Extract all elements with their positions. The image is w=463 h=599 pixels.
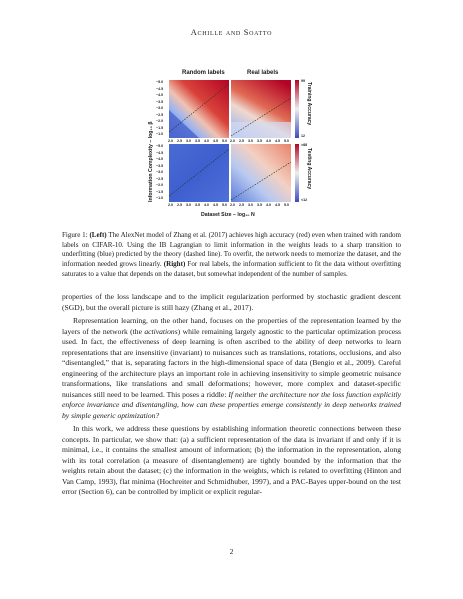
paragraph-2 — [62, 316, 401, 421]
y-tick-label: −4.5 — [156, 150, 164, 155]
x-tick-label: 3.0 — [248, 139, 253, 143]
x-tick-label: 4.5 — [275, 139, 280, 143]
x-axis-label: Dataset Size – log₁₀ N — [201, 212, 255, 218]
panel-random-test — [169, 144, 229, 202]
caption-figure-label: Figure 1: — [62, 231, 88, 239]
figure-1 — [129, 62, 341, 224]
x-tick-label: 4.5 — [213, 203, 218, 207]
x-tick-label: 2.5 — [239, 139, 244, 143]
caption-right-text: For real labels, the information sufficient to fit the data without overfitting saturates to a value that depends on the dataset, but somewhat independent of the number of samples. — [62, 260, 402, 278]
x-tick-label: 2.5 — [177, 139, 182, 143]
x-tick-label: 3.0 — [186, 139, 191, 143]
paragraph-2-emph-activations: activations — [144, 326, 178, 336]
x-tick-label: 2.0 — [168, 139, 173, 143]
x-tick-label: 5.0 — [222, 139, 227, 143]
y-tick-label: −3.5 — [156, 163, 164, 168]
colorbar-top-label: Training Accuracy — [306, 82, 312, 126]
paragraph-3: In this work, we address these questions by establishing information theoretic connections between these concepts. In particular, we show that: (a) a sufficient representation of the data is invariant if and only if it is minimal, i.e., it contains the smallest amount of information; (b) the information in the representation, along with its total correlation (a measure of disentanglement) are tightly bounded by the information that the weights retain about the dataset; (c) the information in the weights, which is related to overfitting (Hinton and Van Camp, 1993), flat minima (Hochreiter and Schmidhuber, 1997), and a PAC-Bayes upper-bound on the test error (Section 6), can be controlled by implicit or explicit regular- — [62, 424, 401, 496]
x-tick-label: 2.0 — [230, 139, 235, 143]
x-tick-label: 4.0 — [266, 203, 271, 207]
x-tick-label: 4.5 — [275, 203, 280, 207]
x-tick-label: 3.5 — [195, 139, 200, 143]
y-axis-label: Information Complexity – log₁₀ β — [148, 121, 154, 202]
x-tick-label: 3.0 — [248, 203, 253, 207]
x-tick-label: 4.0 — [204, 139, 209, 143]
colorbar-bottom-label: Testing Accuracy — [306, 148, 312, 190]
y-tick-label: −1.5 — [156, 125, 164, 130]
y-tick-label: −2.5 — [156, 176, 164, 181]
y-tick-label: −1.0 — [156, 132, 164, 136]
colorbar-top-max: 99 — [301, 79, 305, 83]
x-tick-label: 3.5 — [195, 203, 200, 207]
x-tick-label: 2.5 — [177, 203, 182, 207]
paragraph-2-emph-question: If neither the architecture nor the loss function explicitly enforce invariance and disentangling, how can these properties emerge consistently in deep networks trained by simple generic optimization? — [62, 389, 401, 420]
panel-real-test — [231, 144, 291, 202]
x-tick-label: 2.5 — [239, 203, 244, 207]
x-tick-label: 5.0 — [284, 203, 289, 207]
y-tick-label: −1.0 — [156, 196, 164, 200]
paragraph-2-text-b: ) while remaining largely agnostic to the particular optimization process used. In fact, the effectiveness of deep learning is often ascribed to the ability of deep networks to learn representations that are insensitive (invariant) to nuisances such as translations, rotations, occlusions, and also “disentangled,” that is, separating factors in the high-dimensional space of data (Bengio et al., 2009). Careful engineering of the architecture plays an important role in achieving insensitivity to simple geometric nuisance transformations, like translations and small deformations; however, more complex and dataset-specific nuisances still need to be learned. This poses a riddle: — [62, 326, 401, 399]
x-tick-label: 4.0 — [204, 203, 209, 207]
colorbar-bottom-max: >88 — [301, 143, 308, 147]
caption-left-text: The AlexNet model of Zhang et al. (2017) achieves high accuracy (red) even when trained with random labels on CIFAR-10. Using the IB Lagrangian to limit information in the weights leads to a sharp transition to underfitting (blue) predicted by the theory (dashed line). To overfit, the network needs to memorize the dataset, and the information needed grows linearly. — [62, 231, 401, 269]
x-tick-label: 5.0 — [222, 203, 227, 207]
panel-real-train — [231, 80, 291, 138]
paragraph-2-text-a: Representation learning, on the other hand, focuses on the properties of the representation learned by the layers of the network (the — [62, 316, 401, 336]
colorbar-bottom — [295, 144, 299, 202]
y-tick-label: −4.0 — [156, 157, 164, 161]
x-tick-label: 4.5 — [213, 139, 218, 143]
paragraph-1: properties of the loss landscape and to the implicit regularization performed by stochastic gradient descent (SGD), but the overall picture is still hazy (Zhang et al., 2017). — [62, 292, 401, 312]
y-tick-label: −5.0 — [156, 80, 164, 84]
y-tick-label: −4.5 — [156, 86, 164, 91]
caption-right-label: (Right) — [163, 260, 186, 269]
x-tick-label: 3.0 — [186, 203, 191, 207]
x-tick-label: 3.5 — [257, 203, 262, 207]
y-tick-label: −2.5 — [156, 112, 164, 117]
x-tick-label: 3.5 — [257, 139, 262, 143]
y-tick-label: −2.0 — [156, 119, 164, 123]
x-tick-label: 5.0 — [284, 139, 289, 143]
y-tick-label: −3.0 — [156, 170, 164, 174]
x-tick-label: 2.0 — [168, 203, 173, 207]
x-tick-label: 4.0 — [266, 139, 271, 143]
colorbar-top-min: 12 — [301, 134, 305, 138]
y-tick-label: −3.0 — [156, 106, 164, 110]
y-tick-label: −4.0 — [156, 93, 164, 97]
y-tick-label: −1.5 — [156, 189, 164, 194]
panel-title-random: Random labels — [182, 70, 225, 76]
y-tick-label: −3.5 — [156, 99, 164, 104]
panel-title-real: Real labels — [247, 70, 279, 76]
panel-random-train — [169, 80, 229, 138]
body-text — [62, 292, 401, 501]
colorbar-bottom-min: <12 — [301, 198, 308, 202]
colorbar-top — [295, 80, 299, 138]
figure-caption — [62, 231, 401, 280]
running-head: Achille and Soatto — [190, 28, 273, 37]
y-tick-label: −5.0 — [156, 144, 164, 148]
x-tick-label: 2.0 — [230, 203, 235, 207]
y-tick-label: −2.0 — [156, 183, 164, 187]
caption-left-label: (Left) — [89, 231, 107, 239]
page-number: 2 — [229, 547, 234, 556]
